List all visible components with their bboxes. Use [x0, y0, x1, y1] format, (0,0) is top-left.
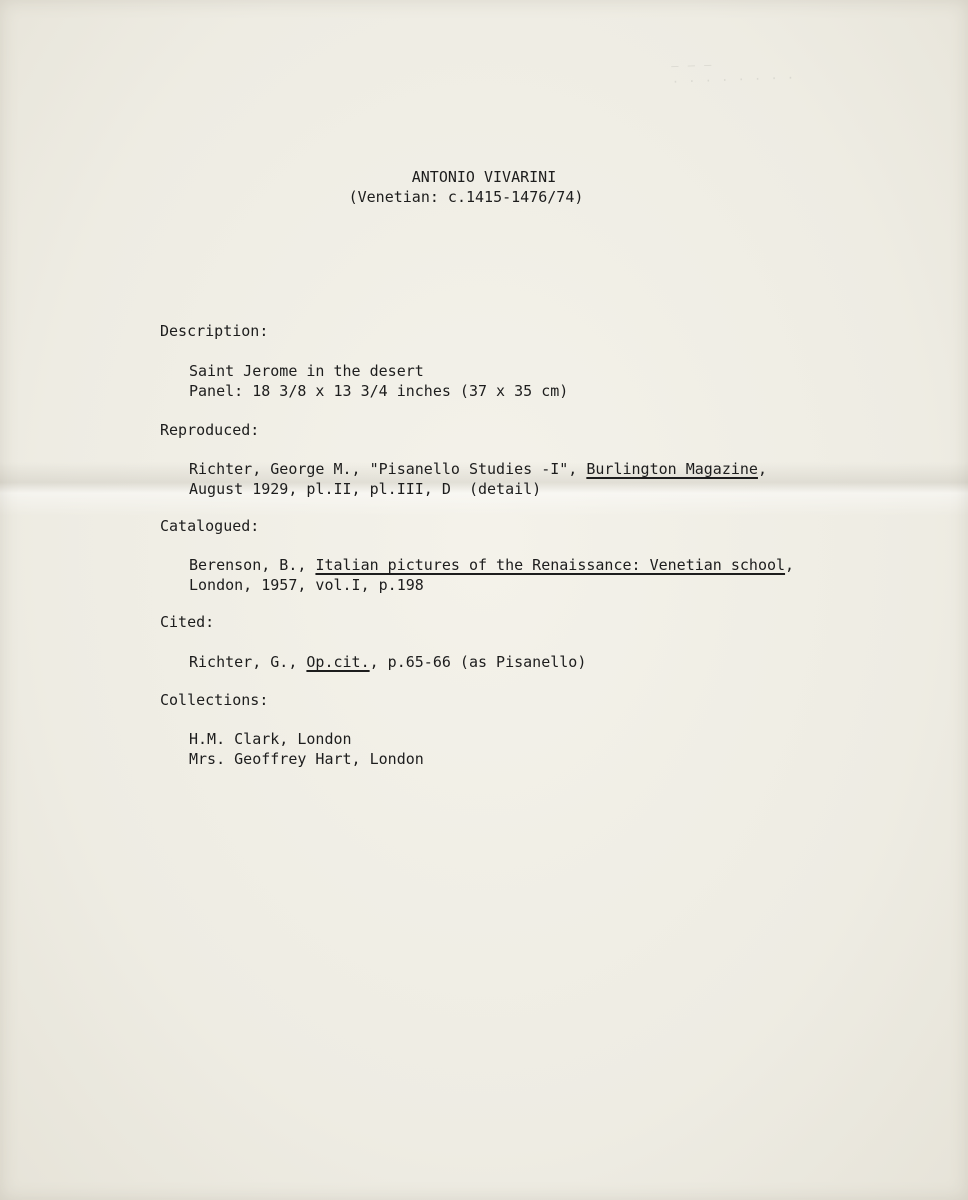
description-heading: Description:	[160, 322, 269, 340]
reproduced-citation-line2: August 1929, pl.II, pl.III, D (detail)	[189, 480, 542, 498]
description-medium	[189, 381, 568, 401]
collections-heading: Collections:	[160, 691, 269, 709]
medium-value: 18 3/8 x 13 3/4 inches (37 x 35 cm)	[252, 382, 569, 400]
catalogued-citation-line2: London, 1957, vol.I, p.198	[189, 576, 424, 594]
cited-pages: , p.65-66 (as Pisanello)	[369, 653, 587, 671]
artist-name: ANTONIO VIVARINI	[411, 168, 557, 186]
collection-item: Mrs. Geoffrey Hart, London	[189, 750, 424, 768]
cited-opcit: Op.cit.	[306, 653, 370, 671]
cited-heading: Cited:	[160, 613, 215, 631]
catalogued-comma: ,	[785, 556, 795, 574]
reproduced-comma: ,	[757, 460, 767, 478]
reproduced-citation-line1	[189, 459, 767, 479]
reproduced-author: Richter, George M., "Pisanello Studies -I",	[189, 460, 587, 478]
description-title: Saint Jerome in the desert	[189, 362, 424, 380]
catalogued-heading: Catalogued:	[160, 517, 260, 535]
catalogued-citation-line1	[189, 555, 794, 575]
medium-label: Panel:	[189, 382, 244, 400]
faint-stamp-mark: — — — · · · · · · · ·	[671, 57, 796, 89]
reproduced-heading: Reproduced:	[160, 421, 260, 439]
catalogued-author: Berenson, B.,	[189, 556, 316, 574]
reproduced-journal-title: Burlington Magazine	[586, 460, 758, 478]
collection-item: H.M. Clark, London	[189, 730, 352, 748]
artist-dates: (Venetian: c.1415-1476/74)	[348, 188, 584, 206]
cited-citation	[189, 652, 586, 672]
cited-author: Richter, G.,	[189, 653, 307, 671]
catalogued-book-title: Italian pictures of the Renaissance: Venetian school	[315, 556, 786, 574]
